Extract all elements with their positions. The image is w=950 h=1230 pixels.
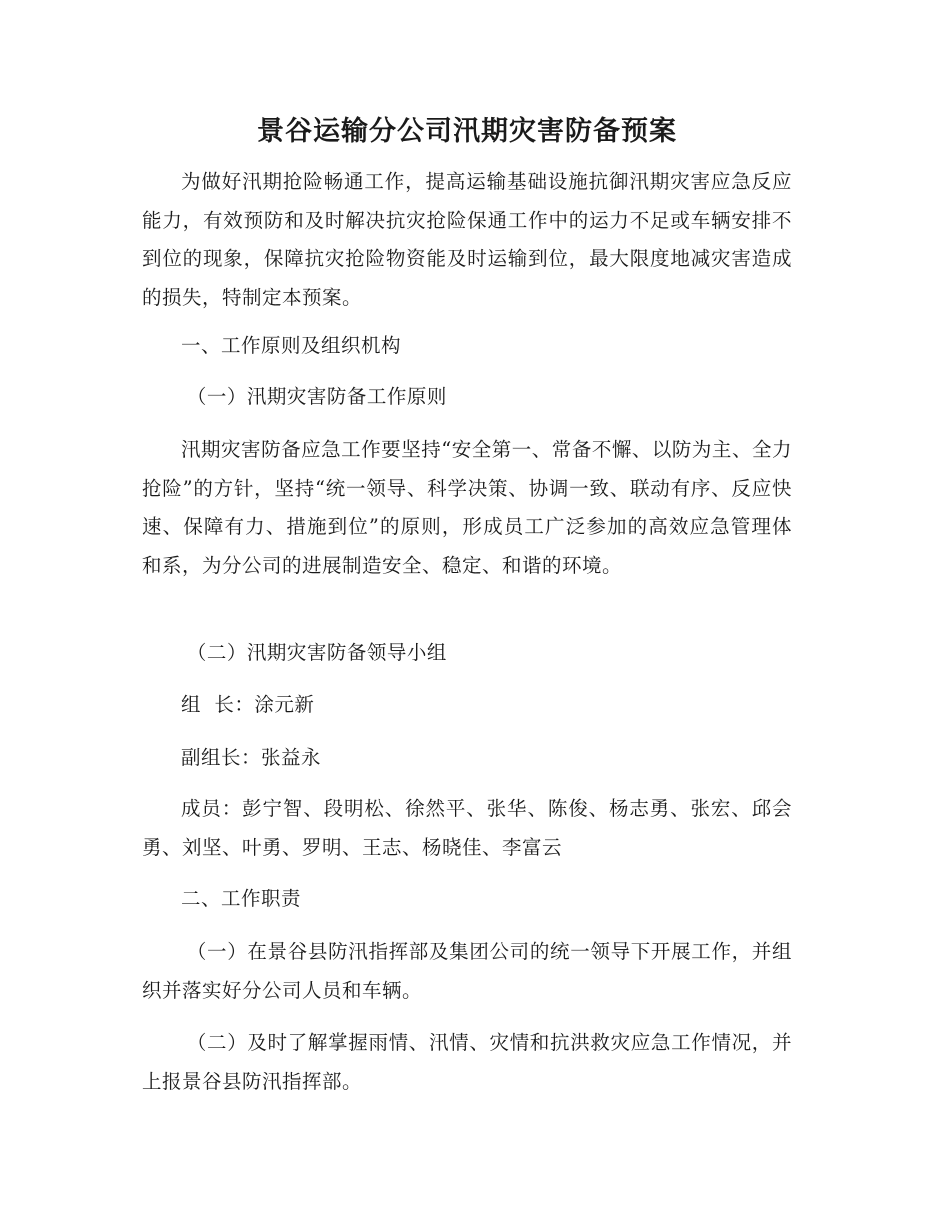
- section1-sub2-heading: （二）汛期灾害防备领导小组: [186, 641, 447, 664]
- section2-item1: （一）在景谷县防汛指挥部及集团公司的统一领导下开展工作，并组织并落实好分公司人员和车辆。: [142, 940, 792, 1002]
- section2-heading: 二、工作职责: [181, 887, 302, 910]
- members-paragraph: 成员：彭宁智、段明松、徐然平、张华、陈俊、杨志勇、张宏、邱会勇、刘坚、叶勇、罗明、王志、杨晓佳、李富云: [142, 797, 792, 859]
- deputy-line: 副组长：张益永: [181, 746, 322, 769]
- section1-sub1-heading: （一）汛期灾害防备工作原则: [186, 385, 447, 408]
- section2-item2: （二）及时了解掌握雨情、汛情、灾情和抗洪救灾应急工作情况，并上报景谷县防汛指挥部。: [142, 1031, 792, 1093]
- intro-paragraph: 为做好汛期抢险畅通工作，提高运输基础设施抗御汛期灾害应急反应能力，有效预防和及时解决抗灾抢险保通工作中的运力不足或车辆安排不到位的现象，保障抗灾抢险物资能及时运输到位，最大限度地减灾害造成的损失，特制定本预案。: [142, 170, 792, 309]
- leader-line: 组 长：涂元新: [181, 693, 315, 716]
- section1-sub1-body: 汛期灾害防备应急工作要坚持“安全第一、常备不懈、以防为主、全力抢险”的方针，坚持“统一领导、科学决策、协调一致、联动有序、反应快速、保障有力、措施到位”的原则，形成员工广泛参加的高效应急管理体和系，为分公司的进展制造安全、稳定、和谐的环境。: [142, 438, 792, 577]
- section1-heading: 一、工作原则及组织机构: [181, 334, 402, 357]
- document-title: 景谷运输分公司汛期灾害防备预案: [257, 116, 677, 147]
